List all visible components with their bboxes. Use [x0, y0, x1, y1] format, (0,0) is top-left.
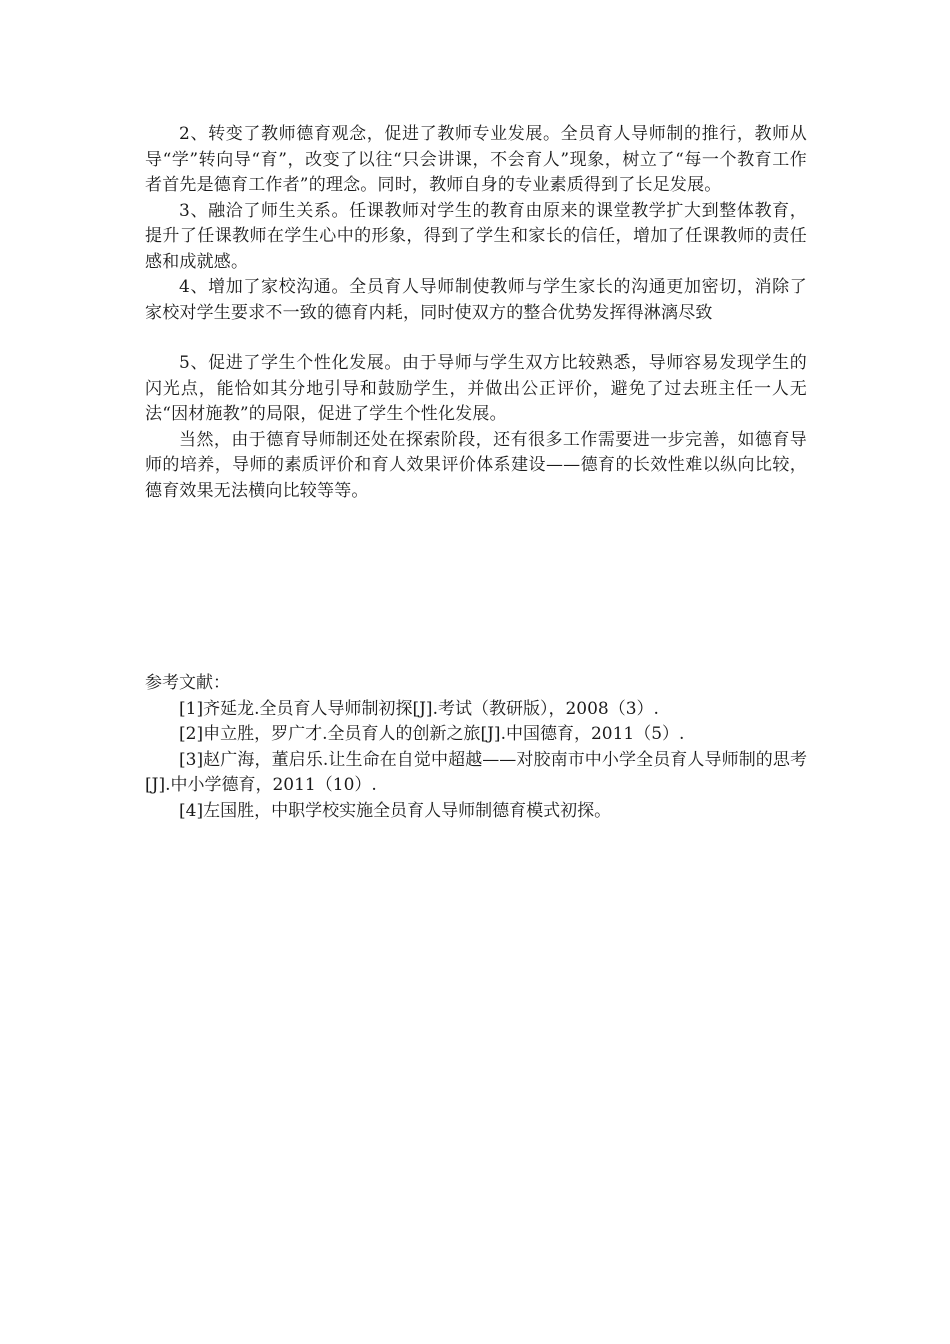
reference-item-4: [4]左国胜，中职学校实施全员育人导师制德育模式初探。 [179, 800, 612, 821]
reference-item-3: [3]赵广海，董启乐.让生命在自觉中超越——对胶南市中小学全员育人导师制的思考[J].中小学德育，2011（10）. [145, 749, 807, 795]
body-text [145, 122, 807, 504]
paragraph-4-home-school-communication: 4、增加了家校沟通。全员育人导师制使教师与学生家长的沟通更加密切，消除了家校对学生要求不一致的德育内耗，同时使双方的整合优势发挥得淋漓尽致 [145, 277, 807, 323]
paragraph-3-teacher-student-relations: 3、融洽了师生关系。任课教师对学生的教育由原来的课堂教学扩大到整体教育，提升了任课教师在学生心中的形象，得到了学生和家长的信任，增加了任课教师的责任感和成就感。 [145, 200, 807, 272]
references-section [145, 671, 807, 824]
reference-item-2: [2]申立胜，罗广才.全员育人的创新之旅[J].中国德育，2011（5）. [179, 724, 685, 744]
paragraph-2-teacher-development: 2、转变了教师德育观念，促进了教师专业发展。全员育人导师制的推行，教师从导“学”转向导“育”，改变了以往“只会讲课，不会育人”现象，树立了“每一个教育工作者首先是德育工作者”的理念。同时，教师自身的专业素质得到了长足发展。 [145, 124, 807, 195]
paragraph-conclusion: 当然，由于德育导师制还处在探索阶段，还有很多工作需要进一步完善，如德育导师的培养，导师的素质评价和育人效果评价体系建设——德育的长效性难以纵向比较，德育效果无法横向比较等等。 [145, 429, 807, 501]
references-heading: 参考文献： [145, 673, 230, 693]
paragraph-5-student-development: 5、促进了学生个性化发展。由于导师与学生双方比较熟悉，导师容易发现学生的闪光点，能恰如其分地引导和鼓励学生，并做出公正评价，避免了过去班主任一人无法“因材施教”的局限，促进了学生个性化发展。 [145, 353, 807, 424]
reference-item-1: [1]齐延龙.全员育人导师制初探[J].考试（教研版），2008（3）. [179, 698, 659, 719]
